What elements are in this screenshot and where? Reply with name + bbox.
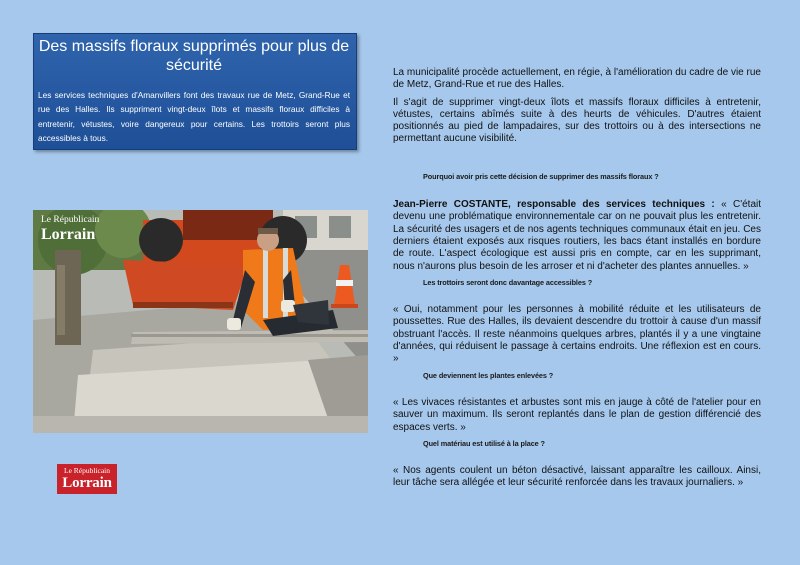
question-4: Quel matériau est utilisé à la place ? (423, 438, 545, 448)
photo-logo (41, 214, 99, 243)
question-3: Que deviennent les plantes enlevées ? (423, 370, 554, 380)
answer-1-speaker: Jean-Pierre COSTANTE, responsable des services techniques : (393, 199, 715, 211)
article-photo (33, 210, 368, 433)
article-paragraph-2: Il s'agit de supprimer vingt-deux îlots et massifs floraux difficiles à entretenir, vétustes, certains abîmés suite à des heurts de véhicules. D'autres étaient positionnés au pied de lampadaires, sur des trottoirs ou à des intersections ne permettant aucune visibilité. (393, 96, 761, 145)
headline-title: Des massifs floraux supprimés pour plus de sécurité (38, 38, 350, 74)
article-body (393, 67, 761, 490)
answer-1-text: « C'était devenu une problématique environnementale car on ne pouvait plus les entretenir. La sécurité des usagers et de nos agents techniques communaux était en jeu. Ces derniers étaient exposés aux risques routiers, les bacs étant installés en bordure de route. L'aspect écologique est aussi pris en compte, car en les supprimant, nous n'aurons plus besoin de les arroser et ni d'acheter des plantes annuelles. » (393, 199, 762, 272)
answer-3: « Les vivaces résistantes et arbustes sont mis en jauge à côté de l'atelier pour en sauver un maximum. Ils seront replantés dans le plan de gestion différencié des espaces verts. » (393, 396, 761, 433)
brand-logo-line2: Lorrain (62, 475, 112, 491)
question-2: Les trottoirs seront donc davantage accessibles ? (423, 277, 593, 287)
headline-box (33, 33, 357, 150)
brand-logo-line1: Le Républicain (63, 466, 111, 475)
answer-2: « Oui, notamment pour les personnes à mobilité réduite et les utilisateurs de poussettes. Rue des Halles, ils devaient descendre du trottoir à cause d'un massif obstruant l'accès. Il reste néanmoins quelques arbres, plantés il y a une vingtaine d'années, qui réduisent le passage à certains endroits. Une réflexion est en cours. » (393, 304, 761, 365)
answer-4: « Nos agents coulent un béton désactivé, laissant apparaître les cailloux. Ainsi, leur tâche sera allégée et leur sécurité renforcée dans les travaux journaliers. » (393, 465, 761, 489)
question-1: Pourquoi avoir pris cette décision de supprimer des massifs floraux ? (423, 171, 659, 181)
answer-1 (393, 199, 761, 273)
worker-pavement-illustration (33, 210, 368, 433)
headline-intro: Les services techniques d'Amanvillers font des travaux rue de Metz, Grand-Rue et rue des Halles. Ils suppriment vingt-deux îlots et massifs floraux difficiles à entretenir, vétustes, voire dangereux pour certains. Les trottoirs seront plus accessibles à tous. (38, 90, 350, 143)
republicain-lorrain-logo (57, 464, 117, 494)
photo-logo-line2: Lorrain (41, 226, 96, 243)
photo-logo-line1: Le Républicain (41, 215, 100, 225)
article-paragraph-1: La municipalité procède actuellement, en régie, à l'amélioration du cadre de vie rue de Metz, Grand-Rue et rue des Halles. (393, 67, 761, 91)
